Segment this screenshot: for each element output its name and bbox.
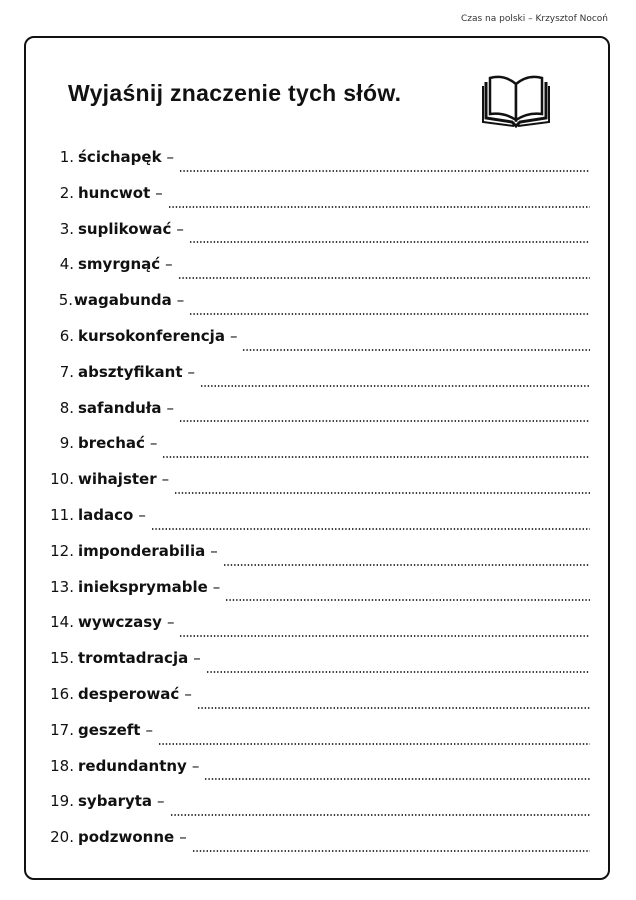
- list-item: [40, 255, 590, 291]
- item-word: desperować: [78, 684, 180, 703]
- list-item: [40, 649, 590, 685]
- item-dash: –: [210, 541, 218, 560]
- answer-line[interactable]: [174, 492, 590, 494]
- list-item: [40, 148, 590, 184]
- item-number: 17.: [50, 720, 74, 739]
- item-dash: –: [145, 720, 153, 739]
- item-word: redundantny: [78, 756, 187, 775]
- list-item: [40, 470, 590, 506]
- item-number: 14.: [50, 613, 74, 632]
- item-number: 6.: [59, 326, 74, 345]
- item-dash: –: [157, 792, 165, 811]
- answer-line[interactable]: [151, 528, 590, 530]
- list-item: [40, 721, 590, 757]
- item-number: 4.: [59, 255, 74, 274]
- item-dash: –: [166, 148, 175, 166]
- item-word: ścichapęk: [78, 148, 162, 166]
- answer-line[interactable]: [179, 635, 590, 637]
- list-item: [40, 828, 590, 864]
- list-item: [40, 184, 590, 220]
- list-item: [40, 220, 590, 256]
- item-word: safanduła: [78, 398, 162, 417]
- word-list: [40, 148, 590, 864]
- list-item: [40, 506, 590, 542]
- answer-line[interactable]: [242, 349, 590, 351]
- answer-line[interactable]: [225, 599, 590, 601]
- answer-line[interactable]: [162, 456, 590, 458]
- item-number: 20.: [50, 828, 74, 847]
- item-number: 12.: [50, 541, 74, 560]
- answer-line[interactable]: [189, 313, 590, 315]
- item-dash: –: [176, 291, 185, 310]
- item-number: 3.: [59, 219, 74, 238]
- header-credit: Czas na polski – Krzysztof Nocoń: [460, 14, 608, 24]
- list-item: [40, 327, 590, 363]
- list-item: [40, 542, 590, 578]
- item-number: 8.: [59, 398, 74, 417]
- item-word: wywczasy: [78, 613, 162, 632]
- answer-line[interactable]: [204, 778, 590, 780]
- item-word: kursokonferencja: [78, 326, 225, 345]
- item-dash: –: [155, 183, 163, 202]
- item-dash: –: [191, 756, 200, 775]
- item-word: sybaryta: [78, 792, 153, 811]
- item-number: 10.: [50, 470, 74, 489]
- item-dash: –: [165, 255, 173, 274]
- answer-line[interactable]: [179, 420, 590, 422]
- answer-line[interactable]: [189, 241, 590, 243]
- item-dash: –: [149, 434, 158, 453]
- item-word: inieksprymable: [78, 577, 208, 596]
- item-word: tromtadracja: [78, 649, 189, 668]
- list-item: [40, 685, 590, 721]
- list-item: [40, 399, 590, 435]
- item-number: 13.: [50, 577, 74, 596]
- item-dash: –: [138, 505, 146, 524]
- item-number: 5.: [58, 291, 73, 310]
- list-item: [40, 792, 590, 828]
- item-dash: –: [184, 684, 192, 703]
- item-word: smyrgnąć: [78, 255, 161, 274]
- item-word: suplikować: [78, 219, 172, 238]
- list-item: [40, 434, 590, 470]
- answer-line[interactable]: [192, 850, 590, 852]
- open-book-icon: [482, 72, 550, 128]
- list-item: [40, 578, 590, 614]
- list-item: [40, 613, 590, 649]
- answer-line[interactable]: [179, 170, 590, 172]
- item-dash: –: [166, 398, 174, 417]
- item-dash: –: [161, 470, 170, 489]
- item-word: podzwonne: [78, 828, 175, 847]
- item-dash: –: [212, 577, 221, 596]
- item-number: 19.: [50, 792, 74, 811]
- item-dash: –: [179, 828, 187, 847]
- list-item: [40, 757, 590, 793]
- item-number: 16.: [50, 684, 74, 703]
- item-number: 18.: [50, 756, 74, 775]
- item-number: 2.: [59, 183, 74, 202]
- item-number: 15.: [50, 649, 74, 668]
- answer-line[interactable]: [158, 743, 590, 745]
- item-word: brechać: [78, 434, 145, 453]
- worksheet-title: Wyjaśnij znaczenie tych słów.: [68, 80, 402, 106]
- item-word: absztyfikant: [78, 362, 183, 381]
- answer-line[interactable]: [200, 385, 590, 387]
- item-number: 7.: [59, 362, 74, 381]
- list-item: [40, 363, 590, 399]
- item-word: huncwot: [78, 183, 151, 202]
- answer-line[interactable]: [168, 206, 590, 208]
- answer-line[interactable]: [206, 671, 590, 673]
- item-number: 1.: [59, 148, 74, 166]
- item-word: wagabunda: [74, 291, 172, 310]
- item-dash: –: [187, 362, 196, 381]
- item-word: wihajster: [78, 470, 157, 489]
- item-word: ladaco: [78, 505, 134, 524]
- item-dash: –: [193, 649, 201, 668]
- answer-line[interactable]: [223, 564, 590, 566]
- item-dash: –: [176, 219, 184, 238]
- answer-line[interactable]: [197, 707, 590, 709]
- item-dash: –: [229, 326, 238, 345]
- item-word: imponderabilia: [78, 541, 206, 560]
- item-number: 9.: [59, 434, 74, 453]
- list-item: [40, 291, 590, 327]
- answer-line[interactable]: [170, 814, 590, 816]
- item-number: 11.: [50, 505, 74, 524]
- item-word: geszeft: [78, 720, 141, 739]
- item-dash: –: [166, 613, 175, 632]
- answer-line[interactable]: [178, 277, 590, 279]
